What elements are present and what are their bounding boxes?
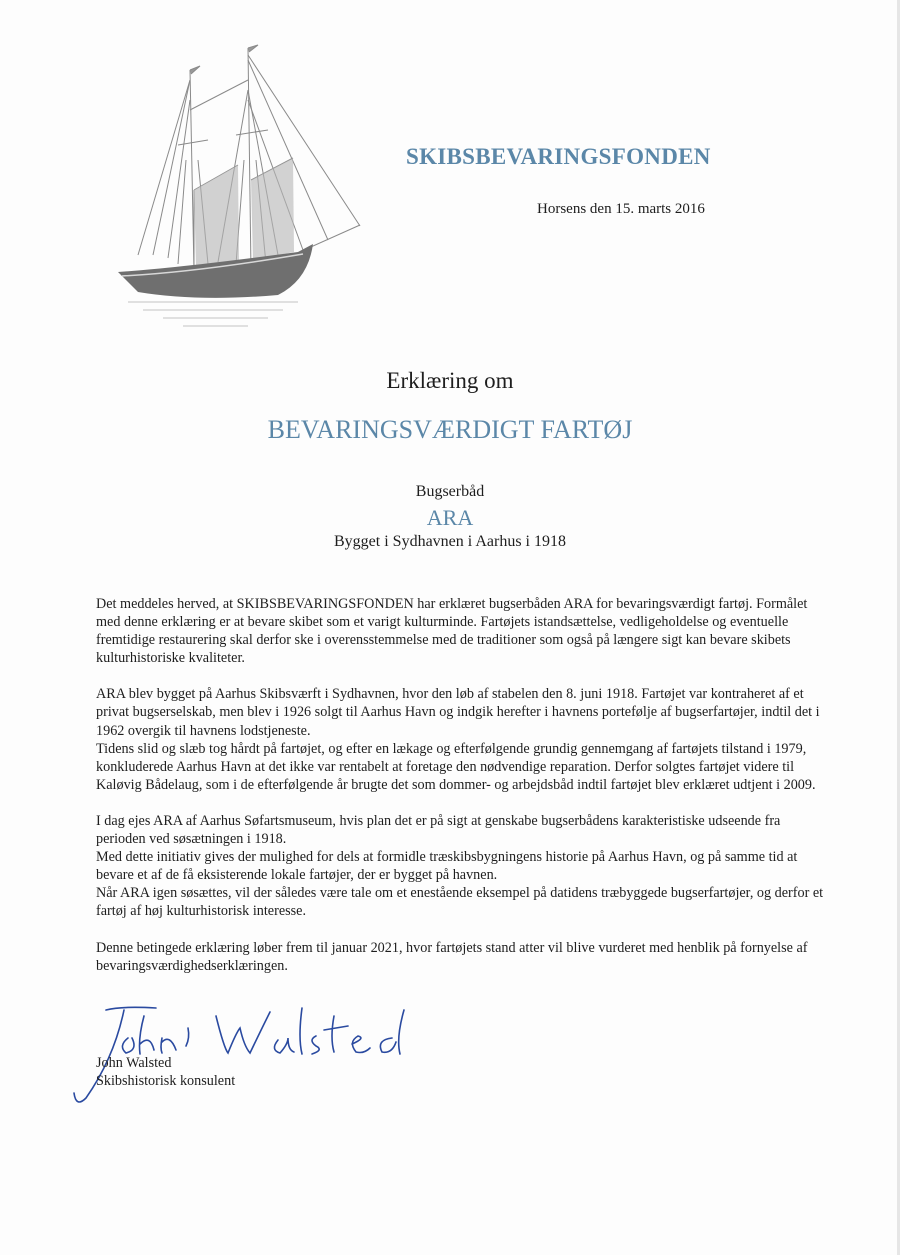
signer-role: Skibshistorisk konsulent xyxy=(96,1073,236,1089)
paragraph: Med dette initiativ gives der mulighed for dels at formidle træskibsbygningens historie på Aarhus Havn, og på samme tid at bevare et af de få eksisterende lokale fartøjer, der er bygget på havnen. xyxy=(96,849,798,884)
paragraph: Denne betingede erklæring løber frem til januar 2021, hvor fartøjets stand atter vil blive vurderet med henblik på fornyelse af bevaringsværdighedserklæringen. xyxy=(96,939,808,974)
paragraph: Tidens slid og slæb tog hårdt på fartøjet, og efter en lækage og efterfølgende grundig gennemgang af fartøjets tilstand i 1979, konkluderede Aarhus Havn at det ikke var rentabelt at foretage den nødvendige reparation. Derfor solgtes fartøjet videre til Kaløvig Bådelaug, som i de efterfølgende år brugte det som dommer- og arbejdsbåd indtil fartøjet blev erklæret udtjent i 2009. xyxy=(96,740,816,793)
declaration-subtitle: Erklæring om xyxy=(386,368,514,393)
vessel-built: Bygget i Sydhavnen i Aarhus i 1918 xyxy=(334,533,566,550)
vessel-type: Bugserbåd xyxy=(415,483,485,500)
handwritten-signature xyxy=(66,998,416,1108)
sailing-ship-icon xyxy=(108,40,368,340)
declaration-title: BEVARINGSVÆRDIGT FARTØJ xyxy=(267,415,633,444)
declaration-body xyxy=(96,595,826,993)
vessel-name: ARA xyxy=(426,505,474,530)
organization-name: SKIBSBEVARINGSFONDEN xyxy=(406,144,711,169)
paragraph: ARA blev bygget på Aarhus Skibsværft i Sydhavnen, hvor den løb af stabelen den 8. juni 1918. Fartøjet var kontraheret af et privat bugserselskab, men blev i 1926 solgt til Aarhus Havn og indgik herefter i havnens portefølje af bugserfartøjer, indtil det i 1962 overgik til havnens lodstjeneste. xyxy=(96,686,820,739)
paragraph: Det meddeles herved, at SKIBSBEVARINGSFONDEN har erklæret bugserbåden ARA for bevaringsværdigt fartøj. Formålet med denne erklæring er at bevare skibet som et varigt kulturminde. Fartøjets istandsættelse, vedligeholdelse og eventuelle fremtidige restaurering skal derfor ske i overensstemmelse med de traditioner som også på længere sigt kan bevare skibets kulturhistoriske kvaliteter. xyxy=(96,596,808,667)
date-line: Horsens den 15. marts 2016 xyxy=(537,201,705,217)
paragraph: Når ARA igen søsættes, vil der således være tale om et enestående eksempel på datidens træbyggede bugserfartøjer, og derfor et fartøj af høj kulturhistorisk interesse. xyxy=(96,885,824,920)
signer-block xyxy=(96,1054,235,1090)
paragraph: I dag ejes ARA af Aarhus Søfartsmuseum, hvis plan det er på sigt at genskabe bugserbådens karakteristiske udseende fra perioden ved søsætningen i 1918. xyxy=(96,812,781,848)
signer-name: John Walsted xyxy=(96,1055,172,1071)
